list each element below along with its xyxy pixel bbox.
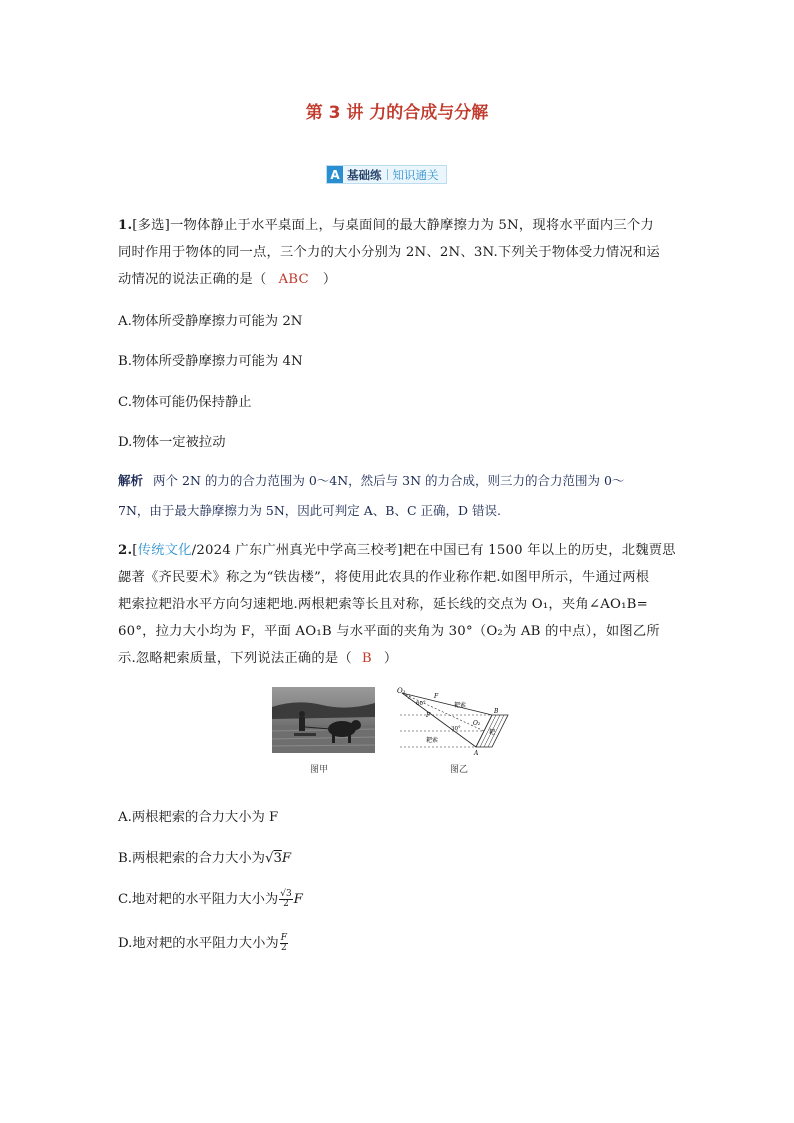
label-o2: O₂ — [473, 720, 481, 727]
question-2-tag: 传统文化 — [137, 543, 192, 558]
question-2-line: 耙索拉耙沿水平方向匀速耙地.两根耙索等长且对称，延长线的交点为 O₁，夹角∠AO₁B= — [118, 597, 648, 612]
analysis-line: 两个 2N 的力的合力范围为 0～4N，然后与 3N 的力合成，则三力的合力范围为 0～ — [153, 473, 625, 488]
label-angle-30: 30° — [451, 726, 461, 732]
question-2-figure — [272, 687, 522, 777]
question-2-option-c — [118, 888, 303, 909]
question-2-line: ） — [383, 651, 398, 666]
page-title: 第 3 讲 力的合成与分解 — [305, 103, 489, 123]
question-1-option-b: B.物体所受静摩擦力可能为 4N — [118, 354, 303, 369]
label-b: B — [494, 708, 499, 715]
option-c-text: C.地对耙的水平阻力大小为 — [118, 892, 279, 907]
label-f-bottom: F — [426, 712, 431, 719]
question-1-number: 1. — [118, 218, 133, 233]
question-1-line: 动情况的说法正确的是（ — [118, 272, 267, 287]
question-2-line: /2024 广东广州真光中学高三校考]耙在中国已有 1500 年以上的历史，北魏贾思 — [191, 543, 676, 558]
option-d-fraction — [280, 934, 288, 953]
badge-main-label: 基础练 — [347, 167, 382, 182]
label-harrow: 耙 — [489, 729, 496, 736]
option-c-fraction — [279, 890, 292, 909]
label-a: A — [474, 750, 479, 757]
section-badge — [326, 165, 447, 184]
badge-letter: A — [327, 166, 343, 183]
question-1-option-a: A.物体所受静摩擦力可能为 2N — [118, 314, 303, 329]
fraction-numerator: √3 — [280, 889, 292, 899]
question-2-option-d — [118, 932, 289, 953]
question-2-stem — [118, 537, 678, 672]
question-1-line: 同时作用于物体的同一点，三个力的大小分别为 2N、2N、3N.下列关于物体受力情况和运 — [118, 245, 660, 260]
option-b-text: B.两根耙索的合力大小为 — [118, 851, 265, 866]
sqrt-symbol: √ — [264, 851, 274, 866]
label-rope-bottom: 耙索 — [426, 737, 439, 744]
option-c-variable: F — [293, 892, 303, 907]
question-2-option-b — [118, 847, 291, 866]
badge-sub-label: 知识通关 — [392, 167, 439, 182]
question-1-line: ） — [322, 272, 337, 287]
figure-a-caption: 图甲 — [310, 765, 329, 775]
label-o1: O₁ — [397, 687, 406, 695]
label-angle-60: 60° — [416, 701, 426, 707]
analysis-label: 解析 — [118, 473, 144, 488]
question-2-line: 示.忽略耙索质量，下列说法正确的是（ — [118, 651, 352, 666]
question-1-option-d: D.物体一定被拉动 — [118, 435, 226, 450]
option-b-variable: F — [281, 851, 292, 866]
question-2-line: 勰著《齐民要术》称之为“铁齿楼”，将使用此农具的作业称作耙.如图甲所示，牛通过两根 — [118, 570, 650, 585]
question-1-stem — [118, 212, 678, 293]
fraction-numerator: F — [280, 933, 287, 943]
fraction-denominator: 2 — [280, 943, 287, 953]
question-1-option-c: C.物体可能仍保持静止 — [118, 395, 252, 410]
question-2-number: 2. — [118, 543, 133, 558]
question-2-bracket: [ — [132, 543, 138, 558]
question-1-answer: ABC — [278, 272, 309, 287]
label-rope-top: 耙索 — [454, 702, 467, 709]
analysis-line: 7N，由于最大静摩擦力为 5N，因此可判定 A、B、C 正确，D 错误. — [118, 503, 501, 518]
question-2-option-a: A.两根耙索的合力大小为 F — [118, 810, 279, 825]
force-diagram — [396, 687, 526, 757]
figure-b-caption: 图乙 — [450, 765, 469, 775]
question-2-answer: B — [361, 651, 372, 666]
fraction-denominator: 2 — [283, 899, 289, 909]
question-2-line: 60°，拉力大小均为 F，平面 AO₁B 与水平面的夹角为 30°（O₂为 AB 的中点），如图乙所 — [118, 624, 660, 639]
question-1-analysis — [118, 466, 678, 526]
ox-plowing-photo — [272, 687, 375, 753]
option-d-text: D.地对耙的水平阻力大小为 — [118, 936, 279, 951]
label-f-top: F — [434, 693, 439, 700]
option-b-radicand: 3 — [273, 851, 282, 866]
question-1-line: [多选]一物体静止于水平桌面上，与桌面间的最大静摩擦力为 5N，现将水平面内三个力 — [132, 218, 654, 233]
